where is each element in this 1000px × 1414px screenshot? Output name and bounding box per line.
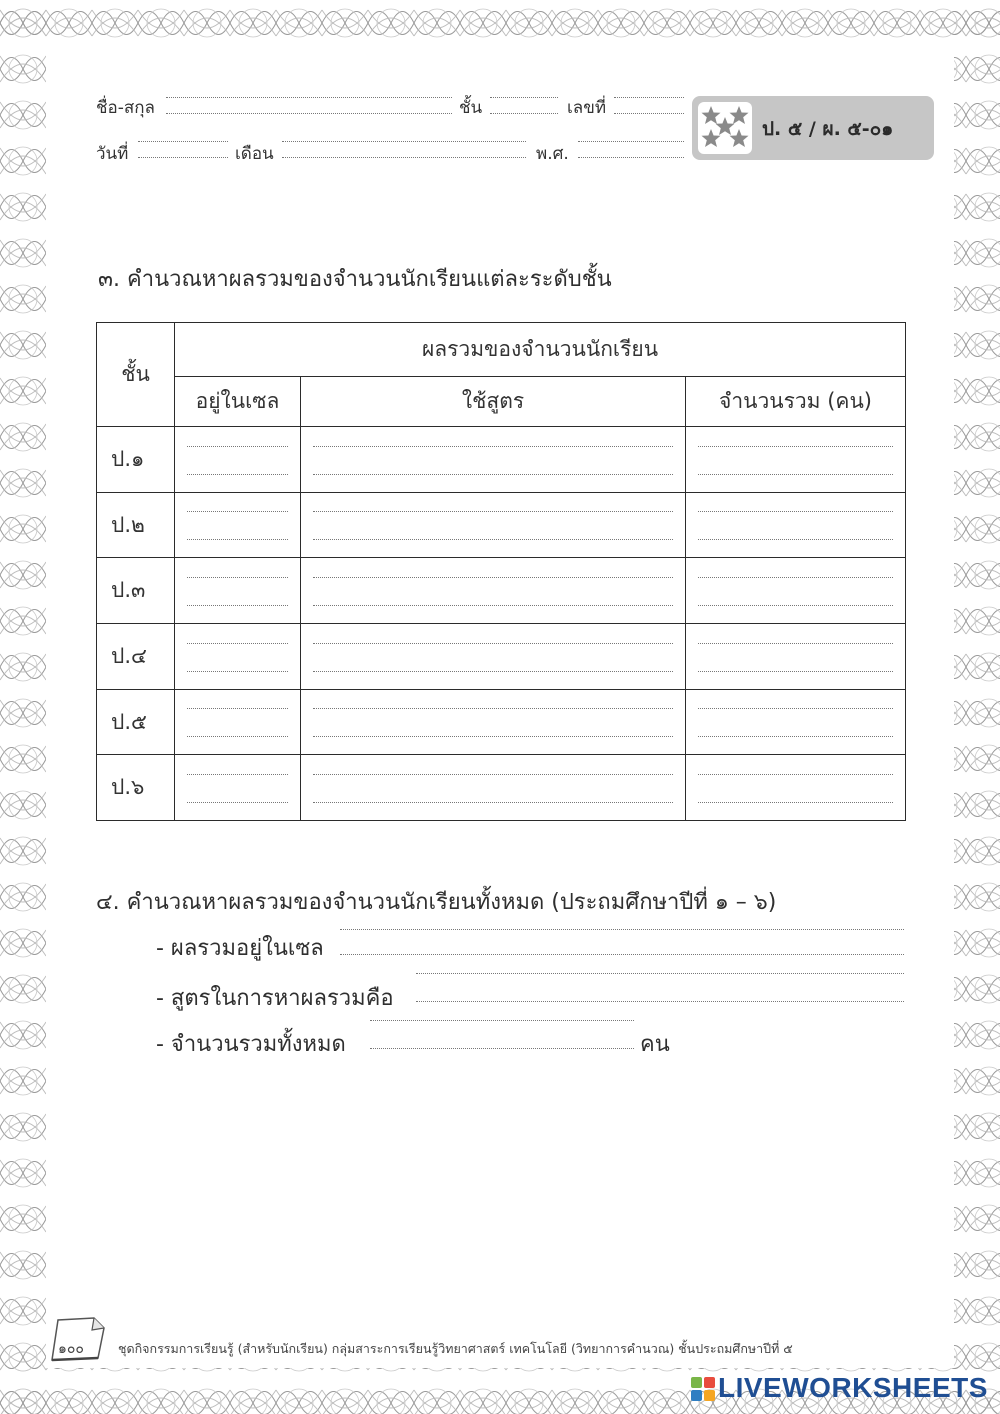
answer-dotted-line — [313, 708, 673, 709]
name-line-top — [166, 97, 452, 98]
answer-dotted-line — [698, 446, 893, 447]
total-answer-cell[interactable] — [686, 427, 906, 493]
cell-answer-cell[interactable] — [175, 690, 301, 755]
number-label: เลขที่ — [567, 98, 607, 118]
answer-dotted-line — [313, 605, 673, 606]
formula-answer-lines — [301, 559, 685, 623]
answer-dotted-line — [698, 474, 893, 475]
answer-dotted-line — [313, 671, 673, 672]
formula-answer-cell[interactable] — [301, 755, 686, 821]
total-answer-cell[interactable] — [686, 624, 906, 690]
cell-answer-lines — [175, 493, 300, 557]
cell-answer-cell[interactable] — [175, 558, 301, 624]
grade-label: ป.๑ — [97, 427, 175, 493]
q4-item-total-label: - จำนวนรวมทั้งหมด — [156, 1032, 346, 1057]
sum-group-header: ผลรวมของจำนวนนักเรียน — [175, 323, 906, 377]
grade-label: ป.๓ — [97, 558, 175, 624]
badge-code: ป. ๕ / ผ. ๕-๐๑ — [762, 118, 894, 140]
cell-answer-cell[interactable] — [175, 624, 301, 690]
table-row — [97, 493, 906, 558]
date-input-line[interactable] — [138, 157, 228, 158]
answer-dotted-line — [313, 446, 673, 447]
answer-dotted-line — [187, 577, 288, 578]
month-line-top — [282, 141, 526, 142]
total-answer-lines — [686, 756, 905, 820]
q4-item-cell-label: - ผลรวมอยู่ในเซล — [156, 936, 324, 961]
answer-dotted-line — [698, 774, 893, 775]
answer-dotted-line — [313, 736, 673, 737]
answer-dotted-line — [698, 802, 893, 803]
total-answer-cell[interactable] — [686, 558, 906, 624]
year-input-line[interactable] — [578, 157, 684, 158]
answer-dotted-line — [187, 539, 288, 540]
table-row — [97, 755, 906, 821]
grade-column-header: ชั้น — [97, 323, 175, 427]
cell-column-header: อยู่ในเซล — [175, 377, 301, 427]
q4-total-unit: คน — [640, 1032, 670, 1057]
date-label: วันที่ — [96, 144, 129, 164]
table-row — [97, 427, 906, 493]
cell-answer-cell[interactable] — [175, 755, 301, 821]
q4-formula-answer-line[interactable] — [416, 1001, 904, 1002]
answer-dotted-line — [698, 539, 893, 540]
month-input-line[interactable] — [282, 157, 526, 158]
answer-dotted-line — [187, 446, 288, 447]
grade-label: ป.๖ — [97, 755, 175, 821]
answer-dotted-line — [187, 643, 288, 644]
watermark-brand: LIVEWORKSHEETS — [718, 1372, 988, 1403]
answer-dotted-line — [698, 736, 893, 737]
q4-item-formula-label: - สูตรในการหาผลรวมคือ — [156, 986, 394, 1011]
cell-answer-lines — [175, 625, 300, 689]
student-sum-table — [96, 322, 906, 821]
answer-dotted-line — [698, 643, 893, 644]
total-answer-lines — [686, 690, 905, 754]
table-row — [97, 690, 906, 755]
answer-dotted-line — [313, 774, 673, 775]
cell-answer-cell[interactable] — [175, 427, 301, 493]
answer-dotted-line — [187, 671, 288, 672]
year-line-top — [578, 141, 684, 142]
answer-dotted-line — [698, 671, 893, 672]
cell-answer-lines — [175, 756, 300, 820]
question-3-title: ๓. คำนวณหาผลรวมของจำนวนนักเรียนแต่ละระดับชั้น — [98, 267, 612, 292]
formula-column-header: ใช้สูตร — [301, 377, 686, 427]
answer-dotted-line — [698, 511, 893, 512]
total-answer-cell[interactable] — [686, 690, 906, 755]
total-answer-cell[interactable] — [686, 755, 906, 821]
stars-icon — [698, 102, 752, 154]
question-4-title: ๔. คำนวณหาผลรวมของจำนวนนักเรียนทั้งหมด (ประถมศึกษาปีที่ ๑ – ๖) — [96, 890, 777, 915]
class-line-top — [490, 97, 558, 98]
formula-answer-cell[interactable] — [301, 558, 686, 624]
cell-answer-lines — [175, 690, 300, 754]
total-answer-cell[interactable] — [686, 493, 906, 558]
liveworksheets-logo-icon — [690, 1376, 716, 1402]
total-answer-lines — [686, 493, 905, 557]
q4-total-answer-line[interactable] — [370, 1048, 634, 1049]
formula-answer-cell[interactable] — [301, 624, 686, 690]
year-label: พ.ศ. — [536, 144, 569, 164]
date-line-top — [138, 141, 228, 142]
cell-answer-lines — [175, 559, 300, 623]
answer-dotted-line — [313, 511, 673, 512]
table-row — [97, 558, 906, 624]
q4-formula-line-top — [416, 973, 904, 974]
formula-answer-lines — [301, 428, 685, 492]
answer-dotted-line — [313, 643, 673, 644]
formula-answer-lines — [301, 625, 685, 689]
answer-dotted-line — [313, 577, 673, 578]
cell-answer-lines — [175, 428, 300, 492]
grade-label: ป.๒ — [97, 493, 175, 558]
name-label: ชื่อ-สกุล — [96, 98, 155, 118]
answer-dotted-line — [187, 736, 288, 737]
table-subheader-row — [97, 377, 906, 427]
q4-cell-line-top — [340, 929, 904, 930]
level-badge — [692, 96, 934, 160]
q4-cell-answer-line[interactable] — [340, 954, 904, 955]
answer-dotted-line — [187, 474, 288, 475]
number-line-top — [614, 97, 684, 98]
answer-dotted-line — [187, 802, 288, 803]
formula-answer-cell[interactable] — [301, 427, 686, 493]
answer-dotted-line — [313, 802, 673, 803]
total-column-header: จำนวนรวม (คน) — [686, 377, 906, 427]
q4-total-line-top — [370, 1020, 634, 1021]
answer-dotted-line — [698, 708, 893, 709]
month-label: เดือน — [235, 144, 274, 164]
formula-answer-lines — [301, 756, 685, 820]
answer-dotted-line — [313, 539, 673, 540]
answer-dotted-line — [698, 605, 893, 606]
page-number: ๑๐๐ — [58, 1341, 84, 1357]
grade-label: ป.๔ — [97, 624, 175, 690]
number-input-line[interactable] — [614, 113, 684, 114]
answer-dotted-line — [698, 577, 893, 578]
table-header-row — [97, 323, 906, 377]
answer-dotted-line — [187, 708, 288, 709]
answer-dotted-line — [187, 605, 288, 606]
formula-answer-lines — [301, 690, 685, 754]
table-body — [97, 427, 906, 821]
total-answer-lines — [686, 428, 905, 492]
class-input-line[interactable] — [490, 113, 558, 114]
cell-answer-cell[interactable] — [175, 493, 301, 558]
table-row — [97, 624, 906, 690]
formula-answer-cell[interactable] — [301, 493, 686, 558]
class-label: ชั้น — [459, 98, 483, 118]
name-input-line[interactable] — [166, 113, 452, 114]
total-answer-lines — [686, 559, 905, 623]
total-answer-lines — [686, 625, 905, 689]
grade-label: ป.๕ — [97, 690, 175, 755]
answer-dotted-line — [187, 774, 288, 775]
answer-dotted-line — [313, 474, 673, 475]
footer-text: ชุดกิจกรรมการเรียนรู้ (สำหรับนักเรียน) กลุ่มสาระการเรียนรู้วิทยาศาสตร์ เทคโนโลยี (วิทยาการคำนวณ) ชั้นประถมศึกษาปีที่ ๕ — [118, 1341, 793, 1356]
answer-dotted-line — [187, 511, 288, 512]
formula-answer-lines — [301, 493, 685, 557]
formula-answer-cell[interactable] — [301, 690, 686, 755]
